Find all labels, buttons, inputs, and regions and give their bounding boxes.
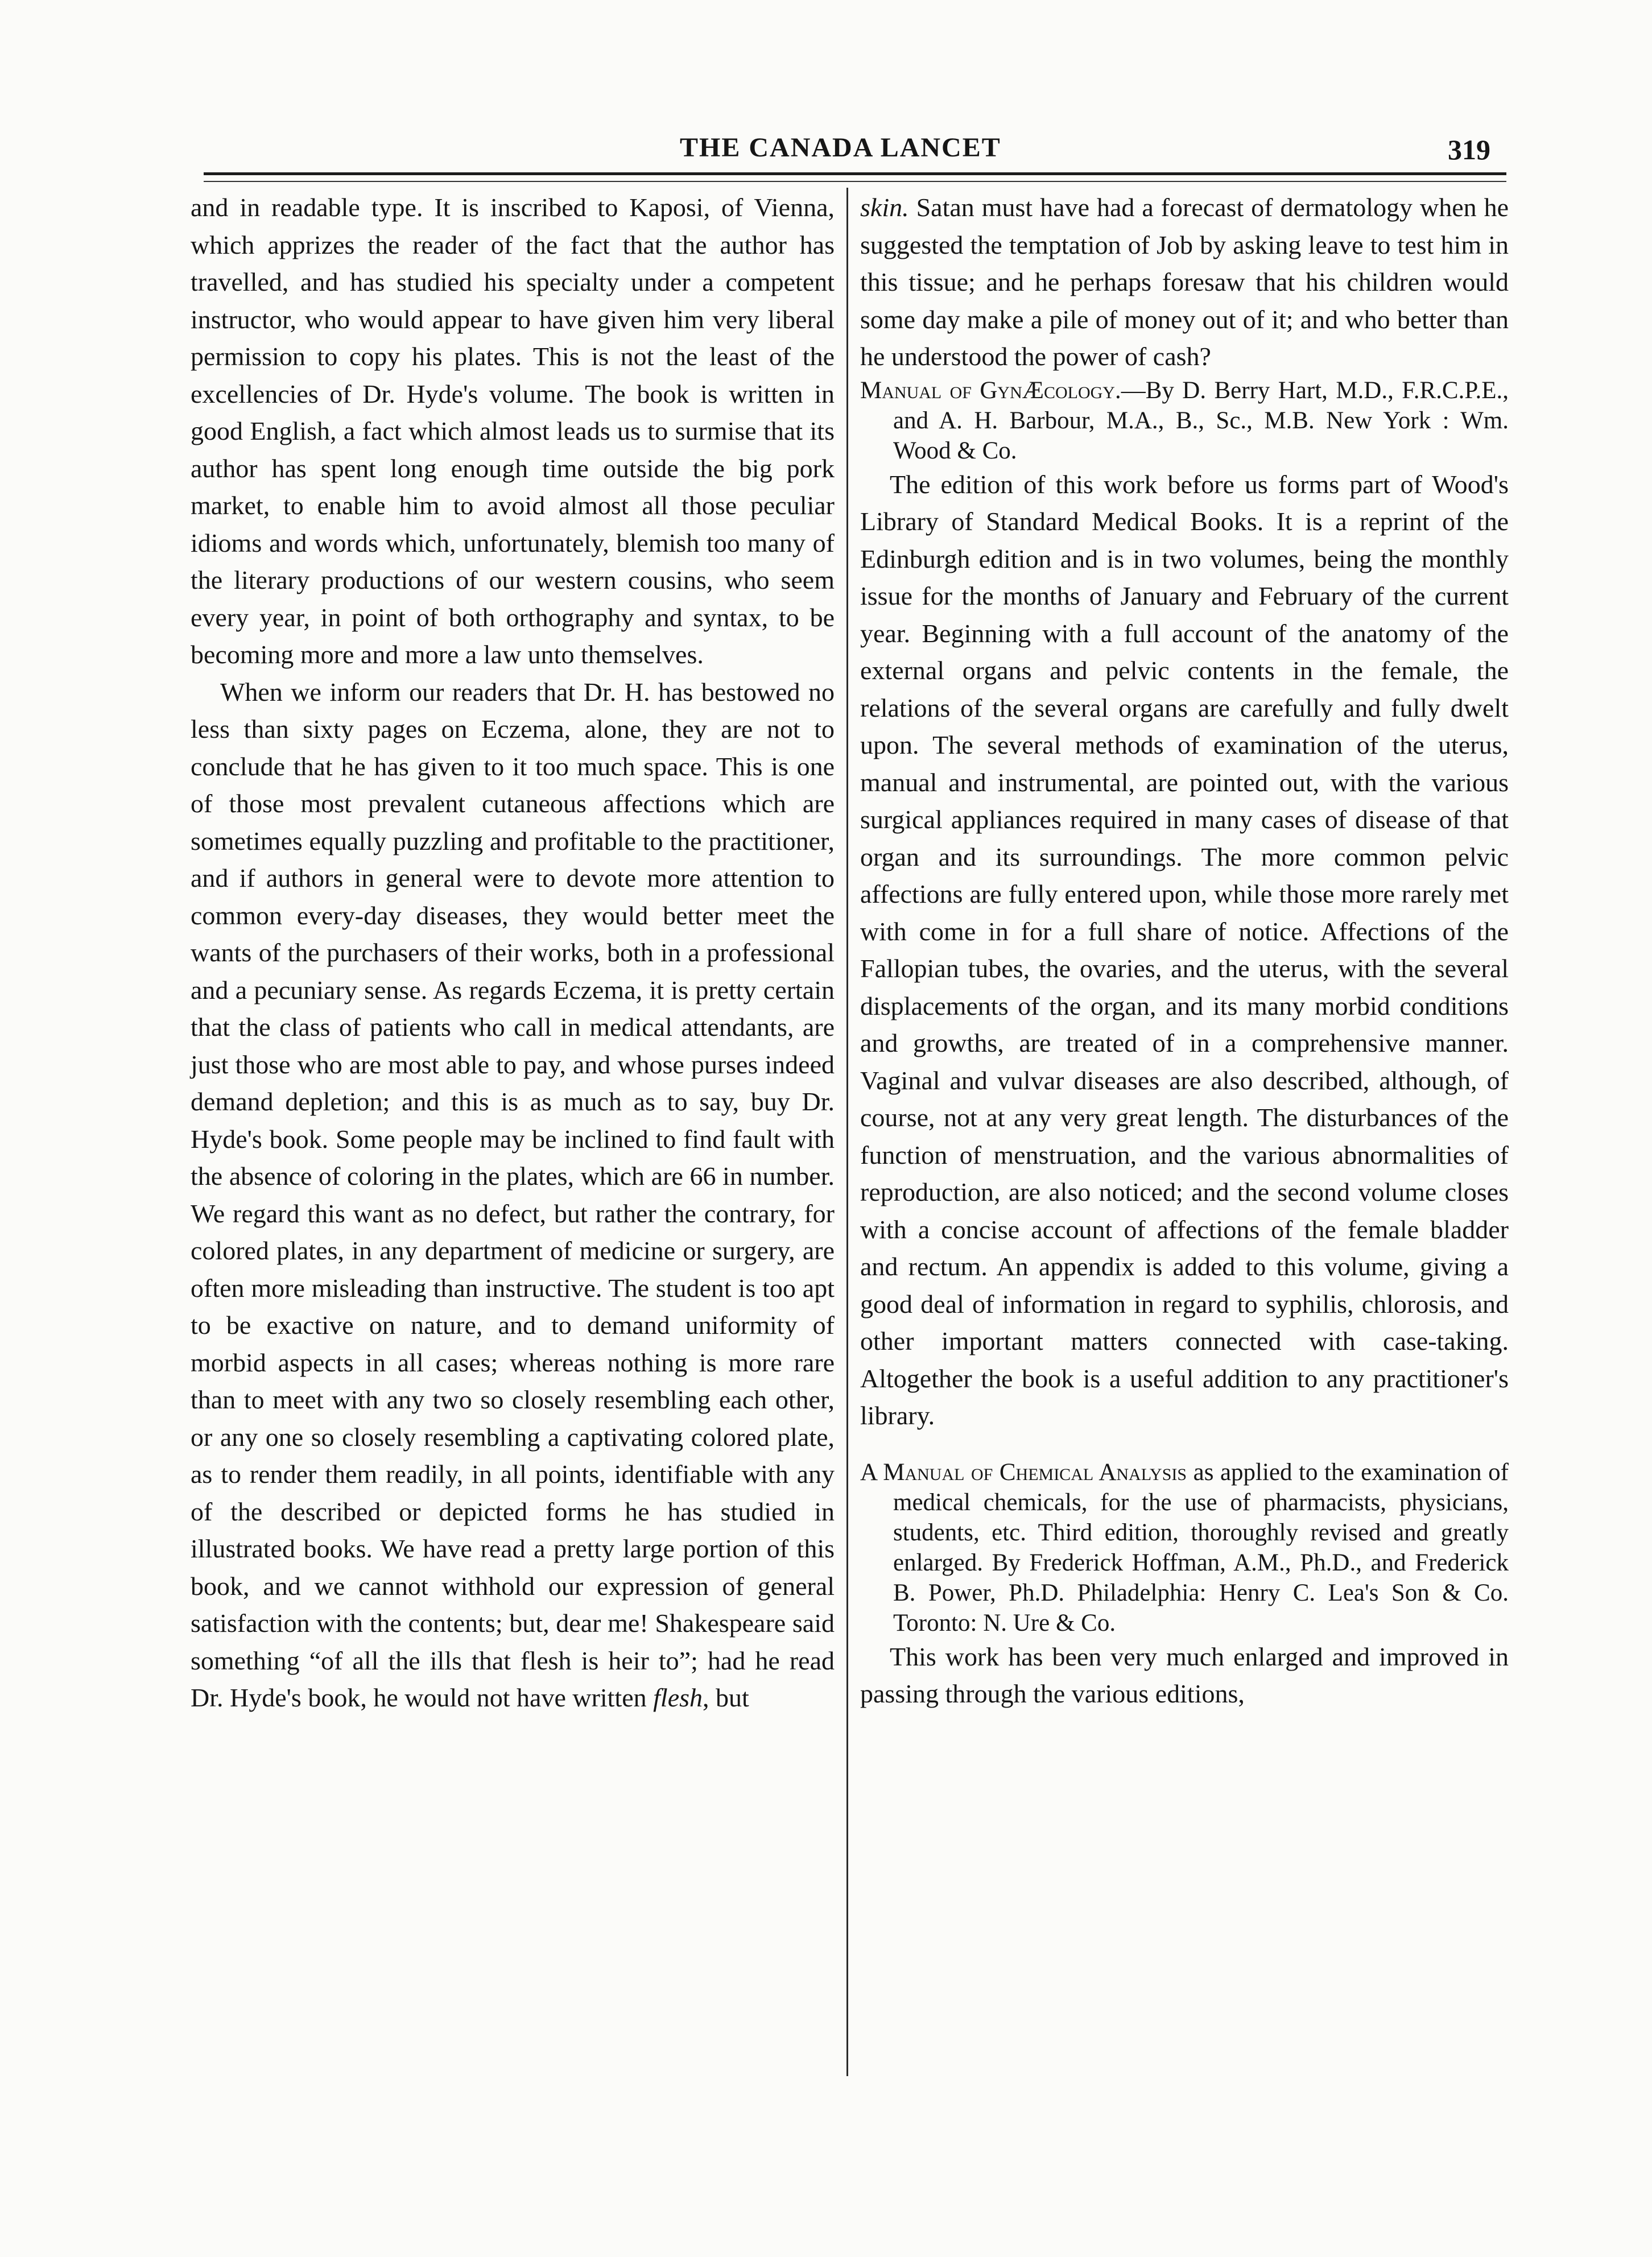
running-head: THE CANADA LANCET xyxy=(680,133,1001,163)
header-rule-thin xyxy=(204,181,1506,182)
page-number: 319 xyxy=(1448,134,1490,166)
review-title: A Manual of Chemical Analysis xyxy=(860,1458,1187,1486)
paragraph-text: Satan must have had a forecast of dermatology when he suggested the temptation of Job by asking leave to test him in this tissue; and he perhaps foresaw that his children would some day make a pile of money out of it; and who better than he understood the power of cash? xyxy=(860,193,1509,371)
review-heading xyxy=(860,1457,1509,1638)
italic-word: skin. xyxy=(860,193,909,222)
paragraph xyxy=(860,189,1509,375)
column-divider xyxy=(846,188,848,2076)
paragraph: The edition of this work before us forms part of Wood's Library of Standard Medical Books. It is a reprint of the Edinburgh edition and is in two volumes, being the monthly issue for the months of January and February of the current year. Beginning with a full account of the anatomy of the external organs and pelvic contents in the female, the relations of the several organs are carefully and fully dwelt upon. The several methods of examination of the uterus, manual and instrumental, are pointed out, with the various surgical appliances required in many cases of disease of that organ and its surroundings. The more common pelvic affections are fully entered upon, while those more rarely met with come in for a full share of notice. Affections of the Fallopian tubes, the ovaries, and the uterus, with the several displacements of the organ, and its many morbid conditions and growths, are treated of in a comprehensive manner. Vaginal and vulvar diseases are also described, although, of course, not at any very great length. The disturbances of the function of menstruation, and the various abnormalities of reproduction, are also noticed; and the second volume closes with a concise account of affections of the female bladder and rectum. An appendix is added to this volume, giving a good deal of information in regard to syphilis, chlorosis, and other important matters connected with case-taking. Altogether the book is a useful addition to any practitioner's library. xyxy=(860,469,1509,1430)
right-column xyxy=(860,189,1509,1713)
review-title: Manual of GynÆcology. xyxy=(860,377,1121,404)
paragraph: This work has been very much enlarged and improved in passing through the various editions, xyxy=(860,1642,1509,1708)
paragraph: and in readable type. It is inscribed to Kaposi, of Vienna, which apprizes the reader of the fact that the author has travelled, and has studied his specialty under a competent instructor, who would appear to have given him very liberal permission to copy his plates. This is not the least of the excellencies of Dr. Hyde's volume. The book is written in good English, a fact which almost leads us to surmise that its author has spent long enough time outside the big pork market, to enable him to avoid almost all those peculiar idioms and words which, unfortunately, blemish too many of the literary productions of our western cousins, who seem every year, in point of both orthography and syntax, to be becoming more and more a law unto themselves. xyxy=(191,193,835,669)
italic-word: flesh xyxy=(653,1683,703,1712)
paragraph-end: , but xyxy=(703,1683,749,1712)
review-citation: —By D. Berry Hart, M.D., F.R.C.P.E., and A. H. Barbour, M.A., B., Sc., M.B. New York : Wm. Wood & Co. xyxy=(893,377,1509,464)
review-citation: as applied to the examination of medical chemicals, for the use of pharmacists, physicians, students, etc. Third edition, thoroughly revised and greatly enlarged. By Frederick Hoffman, A.M., Ph.D., and Frederick B. Power, Ph.D. Philadelphia: Henry C. Lea's Son & Co. Toronto: N. Ure & Co. xyxy=(893,1458,1509,1636)
left-column xyxy=(191,189,835,1717)
paragraph xyxy=(191,673,835,1717)
header-rule xyxy=(204,172,1506,175)
review-heading xyxy=(860,375,1509,466)
paragraph-text: When we inform our readers that Dr. H. has bestowed no less than sixty pages on Eczema, alone, they are not to conclude that he has given to it too much space. This is one of those most prevalent cutaneous affections which are sometimes equally puzzling and profitable to the practitioner, and if authors in general were to devote more attention to common every-day diseases, they would better meet the wants of the purchasers of their works, both in a professional and a pecuniary sense. As regards Eczema, it is pretty certain that the class of patients who call in medical attendants, are just those who are most able to pay, and whose purses indeed demand depletion; and this is as much as to say, buy Dr. Hyde's book. Some people may be inclined to find fault with the absence of coloring in the plates, which are 66 in number. We regard this want as no defect, but rather the contrary, for colored plates, in any department of medicine or surgery, are often more misleading than instructive. The student is too apt to be exactive on nature, and to demand uniformity of morbid aspects in all cases; whereas nothing is more rare than to meet with any two so closely resembling each other, or any one so closely resembling a captivating colored plate, as to render them readily, in all points, identifiable with any of the described or depicted forms he has studied in illustrated books. We have read a pretty large portion of this book, and we cannot withhold our expression of general satisfaction with the contents; but, dear me! Shakespeare said something “of all the ills that flesh is heir to”; had he read Dr. Hyde's book, he would not have written xyxy=(191,677,835,1712)
